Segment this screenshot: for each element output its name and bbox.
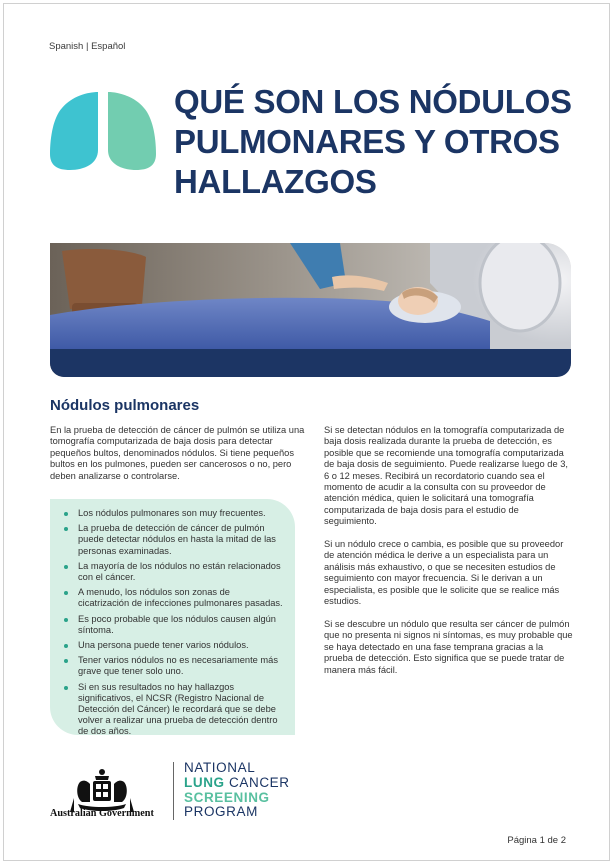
- key-facts-list: [60, 508, 283, 738]
- page-title: [174, 82, 594, 202]
- footer-divider: [173, 762, 174, 820]
- list-item: Tener varios nódulos no es necesariamente más grave que tener solo uno.: [60, 655, 283, 677]
- intro-paragraph: En la prueba de detección de cáncer de pulmón se utiliza una tomografía computarizada de baja dosis para detectar pequeños bultos, denominados nódulos. Si tiene pequeños bultos en los pulmones, pueden ser cancerosos o no, pero deben analizarse o controlarse.: [50, 425, 305, 481]
- ct-scan-photo-illustration: [50, 243, 571, 377]
- title-line-1: QUÉ SON LOS NÓDULOS: [174, 83, 572, 120]
- program-line-4: PROGRAM: [184, 804, 258, 820]
- lungs-icon: [50, 90, 156, 172]
- program-line-1: NATIONAL: [184, 760, 256, 775]
- hero-photo: [50, 243, 571, 377]
- section-heading: Nódulos pulmonares: [50, 397, 200, 414]
- list-item: Una persona puede tener varios nódulos.: [60, 640, 283, 651]
- government-name: Australian Government: [50, 808, 154, 819]
- right-column: [324, 425, 574, 687]
- program-line-2-lung: LUNG: [184, 774, 225, 790]
- paragraph-early-detection: Si se descubre un nódulo que resulta ser cáncer de pulmón que no presenta ni signos ni síntomas, es muy probable que se haya detectado en una fase temprana gracias a la prueba de detección. Esto significa que se puede tratar de manera más fácil.: [324, 618, 573, 675]
- paragraph-follow-up: Si se detectan nódulos en la tomografía computarizada de baja dosis realizada durante la prueba de detección, es posible que se recomiende una tomografía computarizada de baja dosis de seguimiento. Puede realizarse luego de 3, 6 o 12 meses. Recibirá un recordatorio cuando sea el momento de acudir a la consulta con su proveedor de atención médica, quien le solicitará una tomografía computarizada de baja dosis para el estudio de seguimiento.: [324, 425, 568, 527]
- page-number: Página 1 de 2: [507, 835, 566, 846]
- list-item: Si en sus resultados no hay hallazgos significativos, el NCSR (Registro Nacional de Detección del Cáncer) le recordará que se debe volver a realizar una prueba de detección dentro de dos años.: [60, 682, 283, 738]
- list-item: La prueba de detección de cáncer de pulmón puede detectar nódulos en hasta la mitad de las personas examinadas.: [60, 523, 283, 557]
- program-line-2: [184, 776, 290, 791]
- document-page: [3, 3, 610, 861]
- list-item: A menudo, los nódulos son zonas de cicatrización de infecciones pulmonares pasadas.: [60, 587, 283, 609]
- key-facts-box: [50, 499, 295, 735]
- language-label: Spanish | Español: [49, 41, 126, 52]
- list-item: La mayoría de los nódulos no están relacionados con el cáncer.: [60, 561, 283, 583]
- program-logo: [184, 761, 290, 820]
- program-line-3: SCREENING: [184, 789, 270, 805]
- list-item: Los nódulos pulmonares son muy frecuentes.: [60, 508, 283, 519]
- program-line-2-cancer: CANCER: [229, 774, 290, 790]
- paragraph-specialist: Si un nódulo crece o cambia, es posible que su proveedor de atención médica le derive a un especialista para un análisis más exhaustivo, o que se necesiten estudios de seguimiento con mayor frecuencia. Si le derivan a un especialista, es posible que le solicite que se realice más estudios.: [324, 539, 564, 607]
- list-item: Es poco probable que los nódulos causen algún síntoma.: [60, 614, 283, 636]
- title-line-3: HALLAZGOS: [174, 163, 377, 200]
- title-line-2: PULMONARES Y OTROS: [174, 123, 560, 160]
